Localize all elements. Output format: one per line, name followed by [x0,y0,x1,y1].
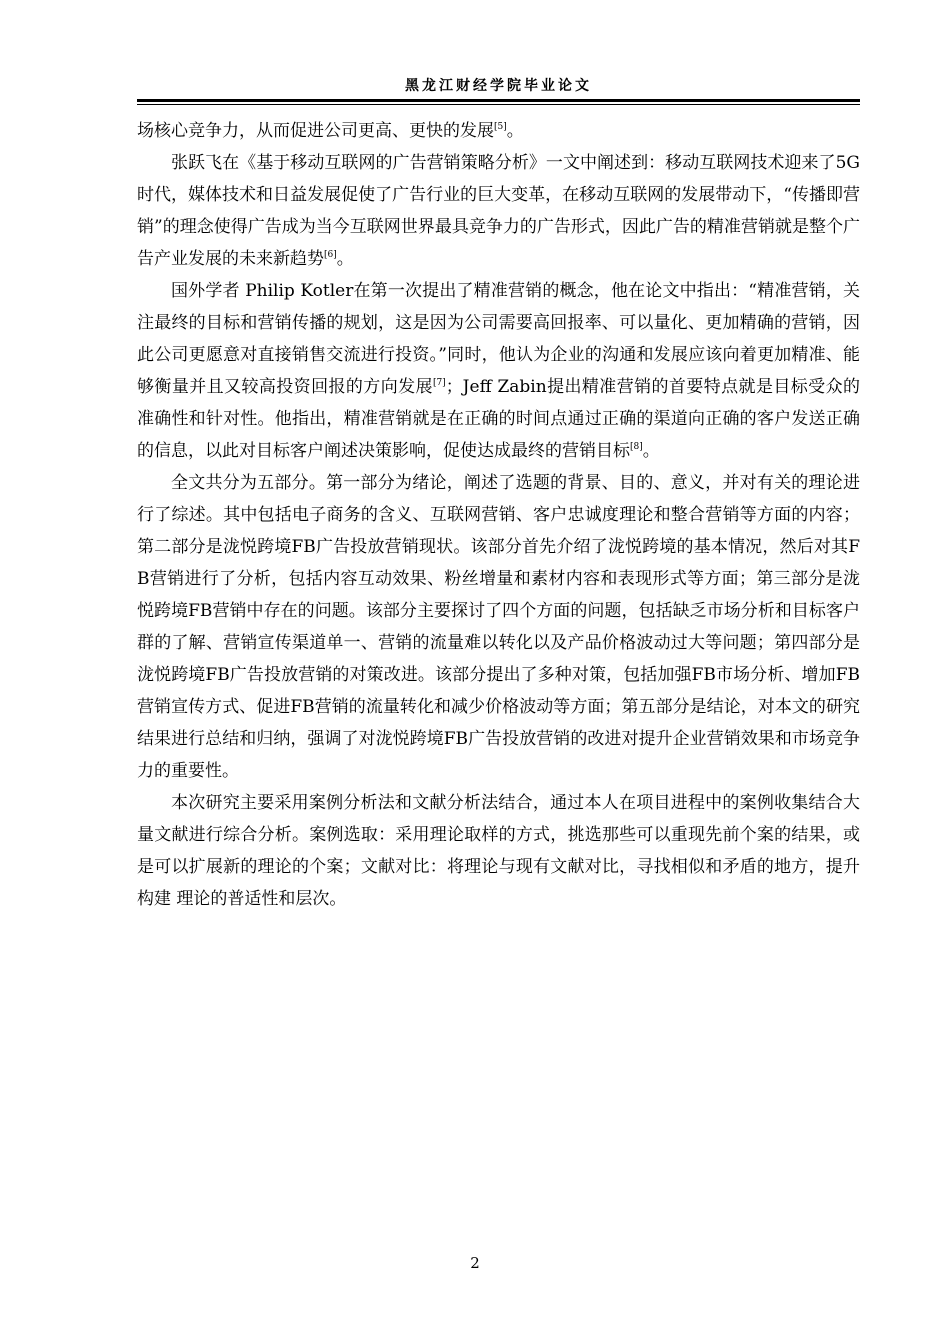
paragraph-1 [137,115,860,147]
paragraph-4 [137,467,860,787]
paragraph-2-tail: 。 [336,249,354,269]
paragraph-1-tail: 。 [506,121,524,141]
header-rule-thin [137,104,860,105]
paragraph-3-tail: ；Jeff Zabin提出精准营销的首要特点就是目标受众的准确性和针对性。他指出，精准营销就是在正确的时间点通过正确的渠道向正确的客户发送正确的信息，以此对目标客户阐述决策影响，促使达成最终的营销目标 [137,377,861,461]
citation-6: [6] [324,250,337,260]
paragraph-2-text: 张跃飞在《基于移动互联网的广告营销策略分析》一文中阐述到：移动互联网技术迎来了5G时代，媒体技术和日益发展促使了广告行业的巨大变革，在移动互联网的发展带动下，“传播即营销”的理念使得广告成为当今互联网世界最具竞争力的广告形式，因此广告的精准营销就是整个广告产业发展的未来新趋势 [137,153,860,269]
paragraph-3 [137,275,860,467]
paragraph-2 [137,147,860,275]
page-number: 2 [470,1254,480,1272]
paragraph-5 [137,787,860,915]
paragraph-3-text: 国外学者 Philip Kotler在第一次提出了精准营销的概念，他在论文中指出：“精准营销，关注最终的目标和营销传播的规划，这是因为公司需要高回报率、可以量化、更加精确的营销，因此公司更愿意对直接销售交流进行投资。”同时，他认为企业的沟通和发展应该向着更加精准、能够衡量并且又较高投资回报的方向发展 [137,281,860,397]
paragraph-5-text: 本次研究主要采用案例分析法和文献分析法结合，通过本人在项目进程中的案例收集结合大量文献进行综合分析。案例选取：采用理论取样的方式，挑选那些可以重现先前个案的结果，或是可以扩展新的理论的个案；文献对比：将理论与现有文献对比，寻找相似和矛盾的地方，提升构建 理论的普适性和层次。 [137,793,860,909]
paragraph-1-text: 场核心竞争力，从而促进公司更高、更快的发展 [137,121,494,141]
paragraph-4-text: 全文共分为五部分。第一部分为绪论，阐述了选题的背景、目的、意义，并对有关的理论进行了综述。其中包括电子商务的含义、互联网营销、客户忠诚度理论和整合营销等方面的内容；第二部分是泷悦跨境FB广告投放营销现状。该部分首先介绍了泷悦跨境的基本情况，然后对其FB营销进行了分析，包括内容互动效果、粉丝增量和素材内容和表现形式等方面；第三部分是泷悦跨境FB营销中存在的问题。该部分主要探讨了四个方面的问题，包括缺乏市场分析和目标客户群的了解、营销宣传渠道单一、营销的流量难以转化以及产品价格波动过大等问题；第四部分是泷悦跨境FB广告投放营销的对策改进。该部分提出了多种对策，包括加强FB市场分析、增加FB营销宣传方式、促进FB营销的流量转化和减少价格波动等方面；第五部分是结论，对本文的研究结果进行总结和归纳，强调了对泷悦跨境FB广告投放营销的改进对提升企业营销效果和市场竞争力的重要性。 [137,473,860,781]
body-text [137,115,860,915]
running-header: 黑龙江财经学院毕业论文 [405,78,592,94]
citation-7: [7] [432,378,446,388]
paragraph-3-tail-2: 。 [642,441,660,461]
citation-5: [5] [494,122,507,132]
citation-8: [8] [630,442,643,452]
header-rule-thick [137,99,860,102]
